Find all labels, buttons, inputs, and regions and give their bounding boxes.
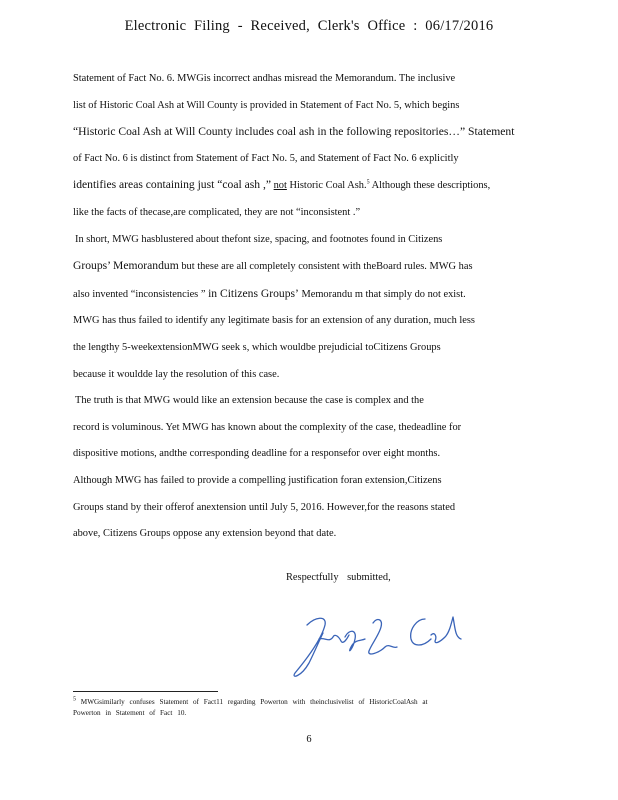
footnote-marker: 5 [73,696,76,703]
although-phrase: Although these descriptions, [371,180,491,192]
body-line: dispositive motions, andthe corresponding deadline for a responsefor over eight months. [73,448,441,460]
coal-ash-phrase: identifies areas containing just “coal ash ,” [73,178,271,192]
footnote-line: Powerton in Statement of Fact 10. [73,709,187,717]
filing-header: Electronic Filing - Received, Clerk's Office : 06/17/2016 [124,18,494,34]
body-line: MWG has thus failed to identify any legitimate basis for an extension of any duration, much less [73,315,475,327]
body-line: record is voluminous. Yet MWG has known about the complexity of the case, thedeadline for [73,421,462,433]
memorandum-phrase: Memorandu m that simply do not exist. [301,288,466,300]
footnote-line-text: MWGsimilarly confuses Statement of Fact11 regarding Powerton with theinclusivelist of HistoricCoalAsh at [80,698,428,706]
groups-memorandum-phrase: Groups’ Memorandum [73,259,179,273]
body-line: In short, MWG hasblustered about thefont size, spacing, and footnotes found in Citizens [75,233,443,245]
body-line: Although MWG has failed to provide a compelling justification foran extension,Citizens [73,474,442,486]
page-number: 6 [306,734,312,745]
footnote-line [73,697,533,708]
footnote-divider [73,691,218,692]
underlined-not: not [273,180,287,192]
footnote-reference: 5 [366,179,370,186]
body-line: of Fact No. 6 is distinct from Statement of Fact No. 5, and Statement of Fact No. 6 explicitly [73,152,459,164]
body-line: because it wouldde lay the resolution of this case. [73,368,280,380]
body-line: Statement of Fact No. 6. MWGis incorrect andhas misread the Memorandum. The inclusive [73,73,456,84]
body-text [73,66,533,548]
signature-image [285,603,475,683]
body-line-footnote-ref [73,172,533,200]
body-line [73,281,533,309]
body-line: like the facts of thecase,are complicated, they are not “inconsistent .” [73,206,361,218]
body-line: above, Citizens Groups oppose any extension beyond that date. [73,528,337,540]
closing-text: Respectfully submitted, [286,572,391,583]
body-line: list of Historic Coal Ash at Will County is provided in Statement of Fact No. 5, which begins [73,99,460,111]
body-line: The truth is that MWG would like an extension because the case is complex and the [75,395,424,407]
citizens-groups-phrase: in Citizens Groups’ [208,286,299,300]
board-rules-phrase: but these are all completely consistent with theBoard rules. MWG has [181,261,473,273]
body-line-quote: “Historic Coal Ash at Will County includes coal ash in the following repositories…” Statement [73,125,515,139]
footnote [73,697,533,719]
historic-coal-ash-phrase: Historic Coal Ash. [289,180,367,192]
invented-phrase: also invented “inconsistencies ” [73,288,206,300]
body-line: Groups stand by their offerof anextension until July 5, 2016. However,for the reasons stated [73,501,456,513]
body-line: the lengthy 5-weekextensionMWG seek s, which wouldbe prejudicial toCitizens Groups [73,341,441,353]
body-line [73,253,533,281]
